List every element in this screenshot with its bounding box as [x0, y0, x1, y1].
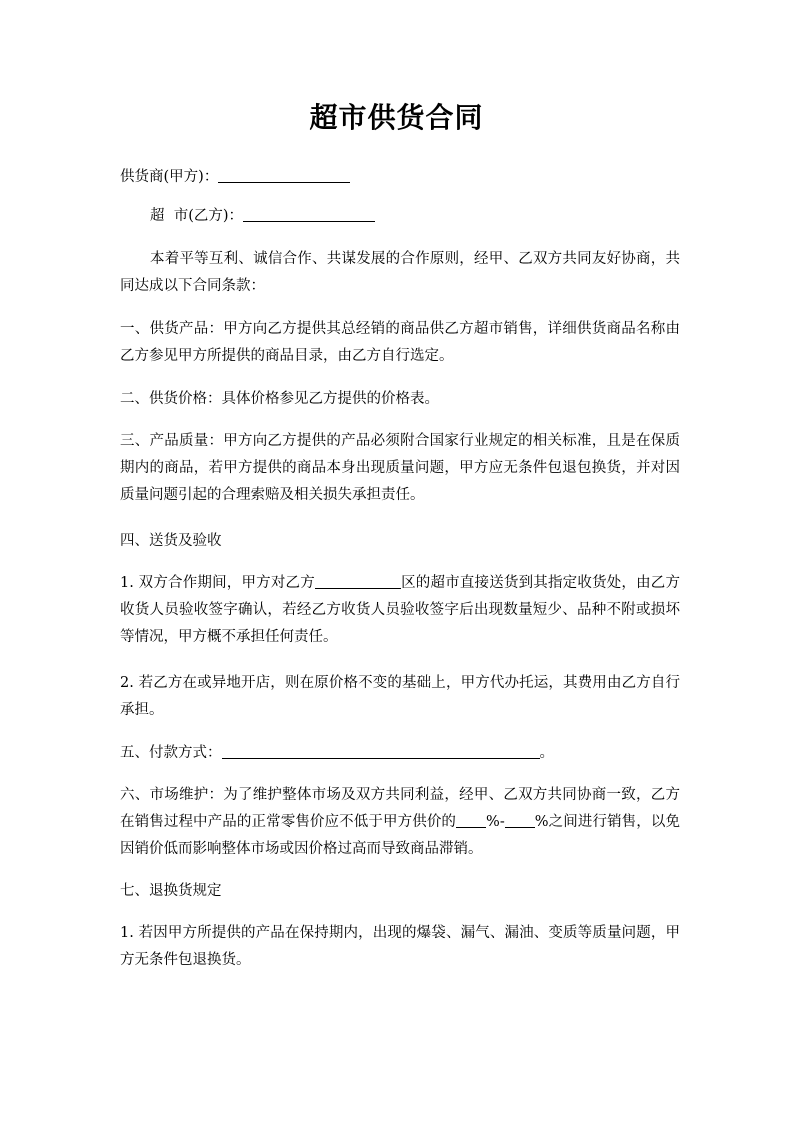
section-2-paragraph: 二、供货价格：具体价格参见乙方提供的价格表。	[120, 391, 439, 407]
section-4-heading: 四、送货及验收	[120, 533, 222, 549]
section-6-text-a: 六、市场维护：为了维护整体市场及双方共同利益，经甲、乙双方共同协商一致，乙方在销售过程中产品的正常零售价应不低于甲方供价的	[120, 787, 680, 830]
price-min-blank	[456, 811, 486, 828]
section-4-item-2: 2. 若乙方在或异地开店，则在原价格不变的基础上，甲方代办托运，其费用由乙方自行承担。	[120, 675, 680, 718]
section-4-item-1-text-a: 1. 双方合作期间，甲方对乙方	[120, 575, 315, 591]
party-b-line	[150, 203, 710, 230]
section-6-text-b: %-	[486, 814, 505, 830]
section-5-end: 。	[539, 745, 554, 761]
section-1-paragraph: 一、供货产品：甲方向乙方提供其总经销的商品供乙方超市销售，详细供货商品名称由乙方参见甲方所提供的商品目录，由乙方自行选定。	[120, 321, 680, 364]
document-title: 超市供货合同	[309, 101, 484, 134]
section-4-item-1-text-b: 区的超市直接送货到其指定收货处，由乙方收货人员验收签字确认，若经乙方收货人员验收签字后出现数量短少、品种不附或损坏等情况，甲方概不承担任何责任。	[120, 575, 680, 645]
payment-method-blank	[222, 742, 540, 759]
price-max-blank	[505, 811, 535, 828]
section-5-label: 五、付款方式：	[120, 745, 222, 761]
party-a-blank	[218, 166, 350, 183]
party-b-label: 超 市(乙方)：	[150, 208, 244, 224]
section-5-line	[120, 740, 680, 767]
section-4-item-1	[120, 570, 680, 651]
region-blank	[315, 572, 401, 589]
party-a-line	[120, 164, 680, 191]
section-7-heading: 七、退换货规定	[120, 883, 222, 899]
section-3-paragraph: 三、产品质量：甲方向乙方提供的产品必须附合国家行业规定的相关标准，且是在保质期内的商品，若甲方提供的商品本身出现质量问题，甲方应无条件包退包换货，并对因质量问题引起的合理索赔及相关损失承担责任。	[120, 433, 680, 503]
section-6-paragraph	[120, 782, 680, 863]
section-7-item-1: 1. 若因甲方所提供的产品在保持期内，出现的爆袋、漏气、漏油、变质等质量问题，甲方无条件包退换货。	[120, 925, 680, 968]
party-a-label: 供货商(甲方)：	[120, 169, 219, 185]
party-b-blank	[243, 205, 375, 222]
intro-paragraph: 本着平等互利、诚信合作、共谋发展的合作原则，经甲、乙双方共同友好协商，共同达成以下合同条款：	[120, 251, 680, 294]
section-6-text-c: %之间进行销售，以免因销价低而影响整体市场或因价格过高而导致商品滞销。	[120, 814, 681, 857]
